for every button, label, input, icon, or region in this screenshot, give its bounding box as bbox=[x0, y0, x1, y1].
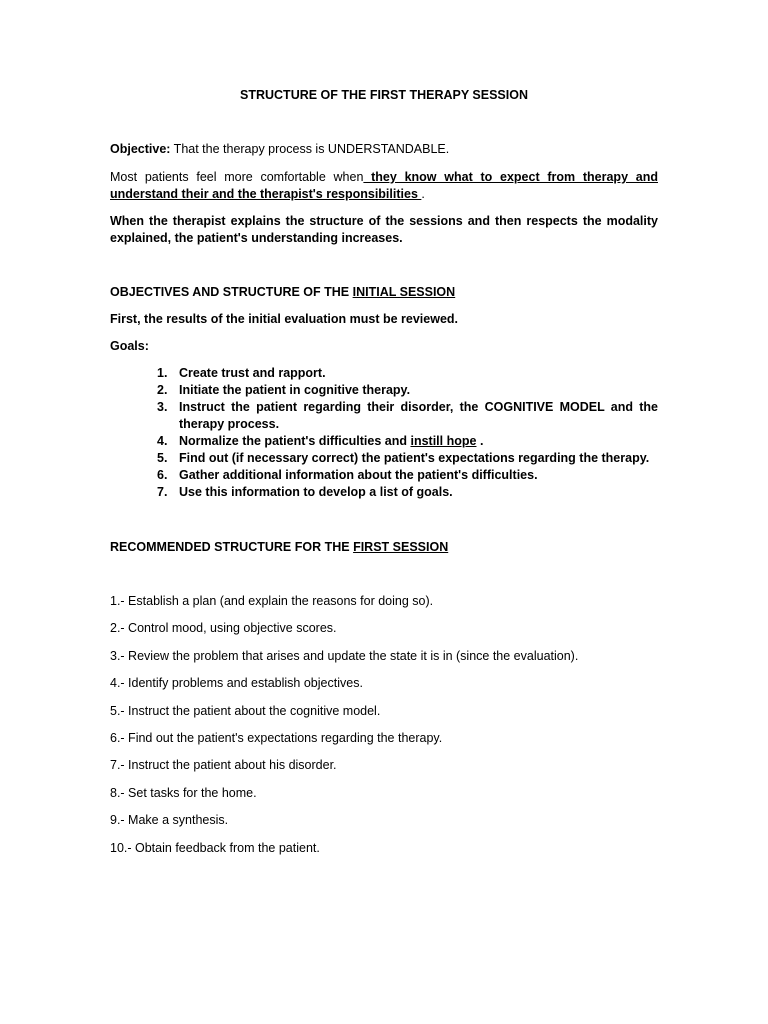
goal-item bbox=[110, 433, 658, 450]
goal-text: Use this information to develop a list of goals. bbox=[179, 485, 453, 499]
initial-session-heading-underlined: INITIAL SESSION bbox=[352, 285, 456, 299]
step-item: 9.- Make a synthesis. bbox=[110, 813, 229, 828]
goal-text: Gather additional information about the patient's difficulties. bbox=[179, 468, 538, 482]
document-title: STRUCTURE OF THE FIRST THERAPY SESSION bbox=[240, 88, 528, 102]
intro-text: Most patients feel more comfortable when bbox=[110, 170, 364, 184]
goal-item bbox=[110, 365, 658, 382]
goal-number: 7. bbox=[157, 485, 168, 499]
initial-evaluation-line: First, the results of the initial evaluation must be reviewed. bbox=[110, 312, 458, 326]
goal-number: 1. bbox=[157, 366, 168, 380]
goal-number: 4. bbox=[157, 434, 168, 448]
goal-text: Instruct the patient regarding their disorder, the COGNITIVE MODEL and the therapy process. bbox=[179, 400, 658, 431]
structure-note-paragraph: When the therapist explains the structure of the sessions and then respects the modality explained, the patient's understanding increases. bbox=[110, 214, 658, 245]
document-content bbox=[110, 87, 658, 867]
first-session-heading-underlined: FIRST SESSION bbox=[353, 540, 449, 554]
objective-text: That the therapy process is UNDERSTANDABLE. bbox=[170, 142, 450, 156]
step-item: 3.- Review the problem that arises and update the state it is in (since the evaluation). bbox=[110, 648, 579, 663]
goal-number: 3. bbox=[157, 400, 168, 414]
objective-label: Objective: bbox=[110, 142, 171, 156]
goal-text: Find out (if necessary correct) the patient's expectations regarding the therapy. bbox=[179, 451, 650, 465]
intro-underlined-text: they know what to expect from therapy and understand their and the therapist's responsibilities bbox=[110, 170, 658, 201]
first-session-steps bbox=[110, 593, 658, 857]
step-item: 8.- Set tasks for the home. bbox=[110, 785, 257, 800]
step-item: 2.- Control mood, using objective scores. bbox=[110, 621, 337, 636]
step-item: 1.- Establish a plan (and explain the reasons for doing so). bbox=[110, 594, 434, 608]
goal-text: Normalize the patient's difficulties and bbox=[179, 434, 411, 448]
goal-underlined-text: instill hope bbox=[410, 434, 477, 448]
goal-number: 5. bbox=[157, 451, 168, 465]
goal-text: Initiate the patient in cognitive therapy. bbox=[179, 383, 411, 397]
goals-label: Goals: bbox=[110, 339, 149, 353]
step-item: 7.- Instruct the patient about his disorder. bbox=[110, 758, 337, 773]
goal-item bbox=[110, 484, 658, 501]
initial-session-heading bbox=[110, 284, 658, 301]
step-item: 6.- Find out the patient's expectations regarding the therapy. bbox=[110, 730, 443, 745]
goal-text-end: . bbox=[476, 434, 484, 448]
goal-item bbox=[110, 382, 658, 399]
objective-line bbox=[110, 141, 658, 158]
intro-period: . bbox=[421, 187, 425, 201]
intro-paragraph bbox=[110, 169, 658, 203]
goal-number: 6. bbox=[157, 468, 168, 482]
goal-item bbox=[110, 450, 658, 467]
step-item: 10.- Obtain feedback from the patient. bbox=[110, 840, 320, 855]
step-item: 4.- Identify problems and establish objectives. bbox=[110, 676, 363, 691]
goal-item bbox=[110, 467, 658, 484]
step-item: 5.- Instruct the patient about the cognitive model. bbox=[110, 703, 381, 718]
goal-item bbox=[110, 399, 658, 433]
first-session-heading-prefix: RECOMMENDED STRUCTURE FOR THE bbox=[110, 540, 354, 554]
goal-text: Create trust and rapport. bbox=[179, 366, 326, 380]
goal-number: 2. bbox=[157, 383, 168, 397]
initial-session-heading-prefix: OBJECTIVES AND STRUCTURE OF THE bbox=[110, 285, 353, 299]
goals-list bbox=[110, 365, 658, 501]
first-session-heading bbox=[110, 539, 658, 556]
